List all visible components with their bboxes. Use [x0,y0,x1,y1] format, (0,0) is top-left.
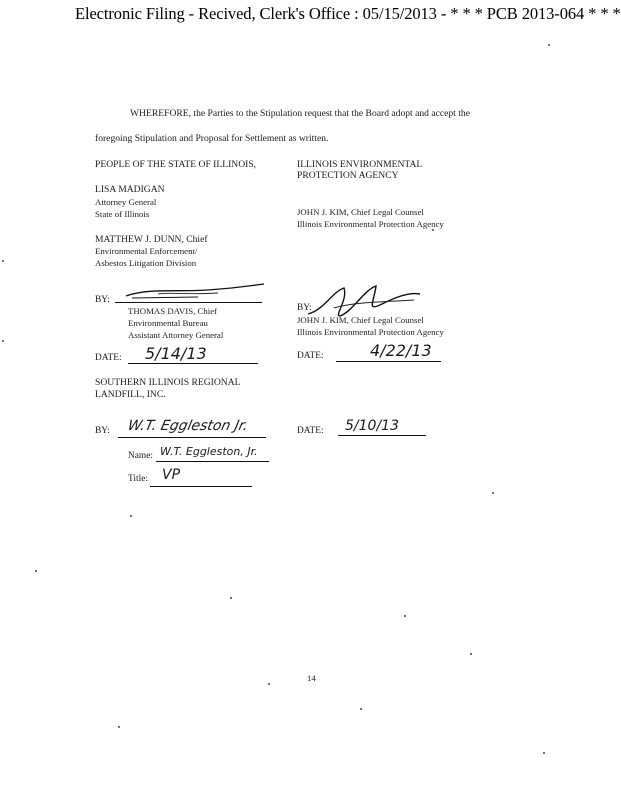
scan-speck [432,229,434,231]
attorney-general-name: LISA MADIGAN [95,184,165,195]
page-number: 14 [307,673,316,683]
attorney-general-state: State of Illinois [95,209,150,219]
landfill-title-value: VP [162,467,181,483]
scan-speck [404,615,406,617]
left-signer-title-2: Assistant Attorney General [128,330,224,340]
scan-speck [548,44,550,46]
landfill-date-value: 5/10/13 [345,418,399,434]
landfill-title-label: Title: [128,474,148,484]
legal-counsel-name: JOHN J. KIM, Chief Legal Counsel [297,207,424,217]
right-by-label: BY: [297,303,312,313]
left-date-label: DATE: [95,353,122,363]
scan-speck [2,340,4,342]
right-party-name-1: ILLINOIS ENVIRONMENTAL [297,159,423,170]
scan-speck [268,683,270,685]
scan-speck [470,653,472,655]
left-by-label: BY: [95,295,110,305]
scan-speck [492,492,494,494]
landfill-name-value: W.T. Eggleston, Jr. [160,445,258,458]
landfill-name-2: LANDFILL, INC. [95,389,166,400]
landfill-date-label: DATE: [297,426,324,436]
right-signer-name: JOHN J. KIM, Chief Legal Counsel [297,315,424,325]
closing-line-2: foregoing Stipulation and Proposal for Settlement as written. [95,133,329,144]
chief-division-2: Asbestos Litigation Division [95,258,197,268]
scan-speck [2,260,4,262]
chief-name: MATTHEW J. DUNN, Chief [95,234,208,245]
left-date-line [128,363,258,364]
left-signer-title-1: Environmental Bureau [128,318,208,328]
scan-speck [543,752,545,754]
closing-line-1: WHEREFORE, the Parties to the Stipulation request that the Board adopt and accept the [130,108,470,119]
left-signature-line [115,302,262,303]
scan-speck [360,708,362,710]
right-date-line [336,361,441,362]
right-date-value: 4/22/13 [370,341,432,360]
attorney-general-title: Attorney General [95,197,157,207]
scan-speck [118,726,120,728]
legal-counsel-org: Illinois Environmental Protection Agency [297,219,444,229]
landfill-name-line [156,461,269,462]
landfill-title-line [150,486,252,487]
left-signer-name: THOMAS DAVIS, Chief [128,306,218,316]
landfill-signature: W.T. Eggleston Jr. [126,418,250,434]
scan-speck [230,597,232,599]
landfill-name-1: SOUTHERN ILLINOIS REGIONAL [95,377,241,388]
landfill-date-line [338,435,426,436]
right-date-label: DATE: [297,351,324,361]
right-party-name-2: PROTECTION AGENCY [297,170,399,181]
landfill-signature-line [118,437,266,438]
scan-speck [130,515,132,517]
landfill-by-label: BY: [95,426,110,436]
left-date-value: 5/14/13 [145,344,207,363]
filing-header: Electronic Filing - Recived, Clerk's Office : 05/15/2013 - * * * PCB 2013-064 * * * [75,4,621,23]
landfill-name-label: Name: [128,451,153,461]
right-signer-org: Illinois Environmental Protection Agency [297,327,444,337]
chief-division-1: Environmental Enforcement/ [95,246,198,256]
left-party-name: PEOPLE OF THE STATE OF ILLINOIS, [95,159,257,170]
scan-speck [35,570,37,572]
